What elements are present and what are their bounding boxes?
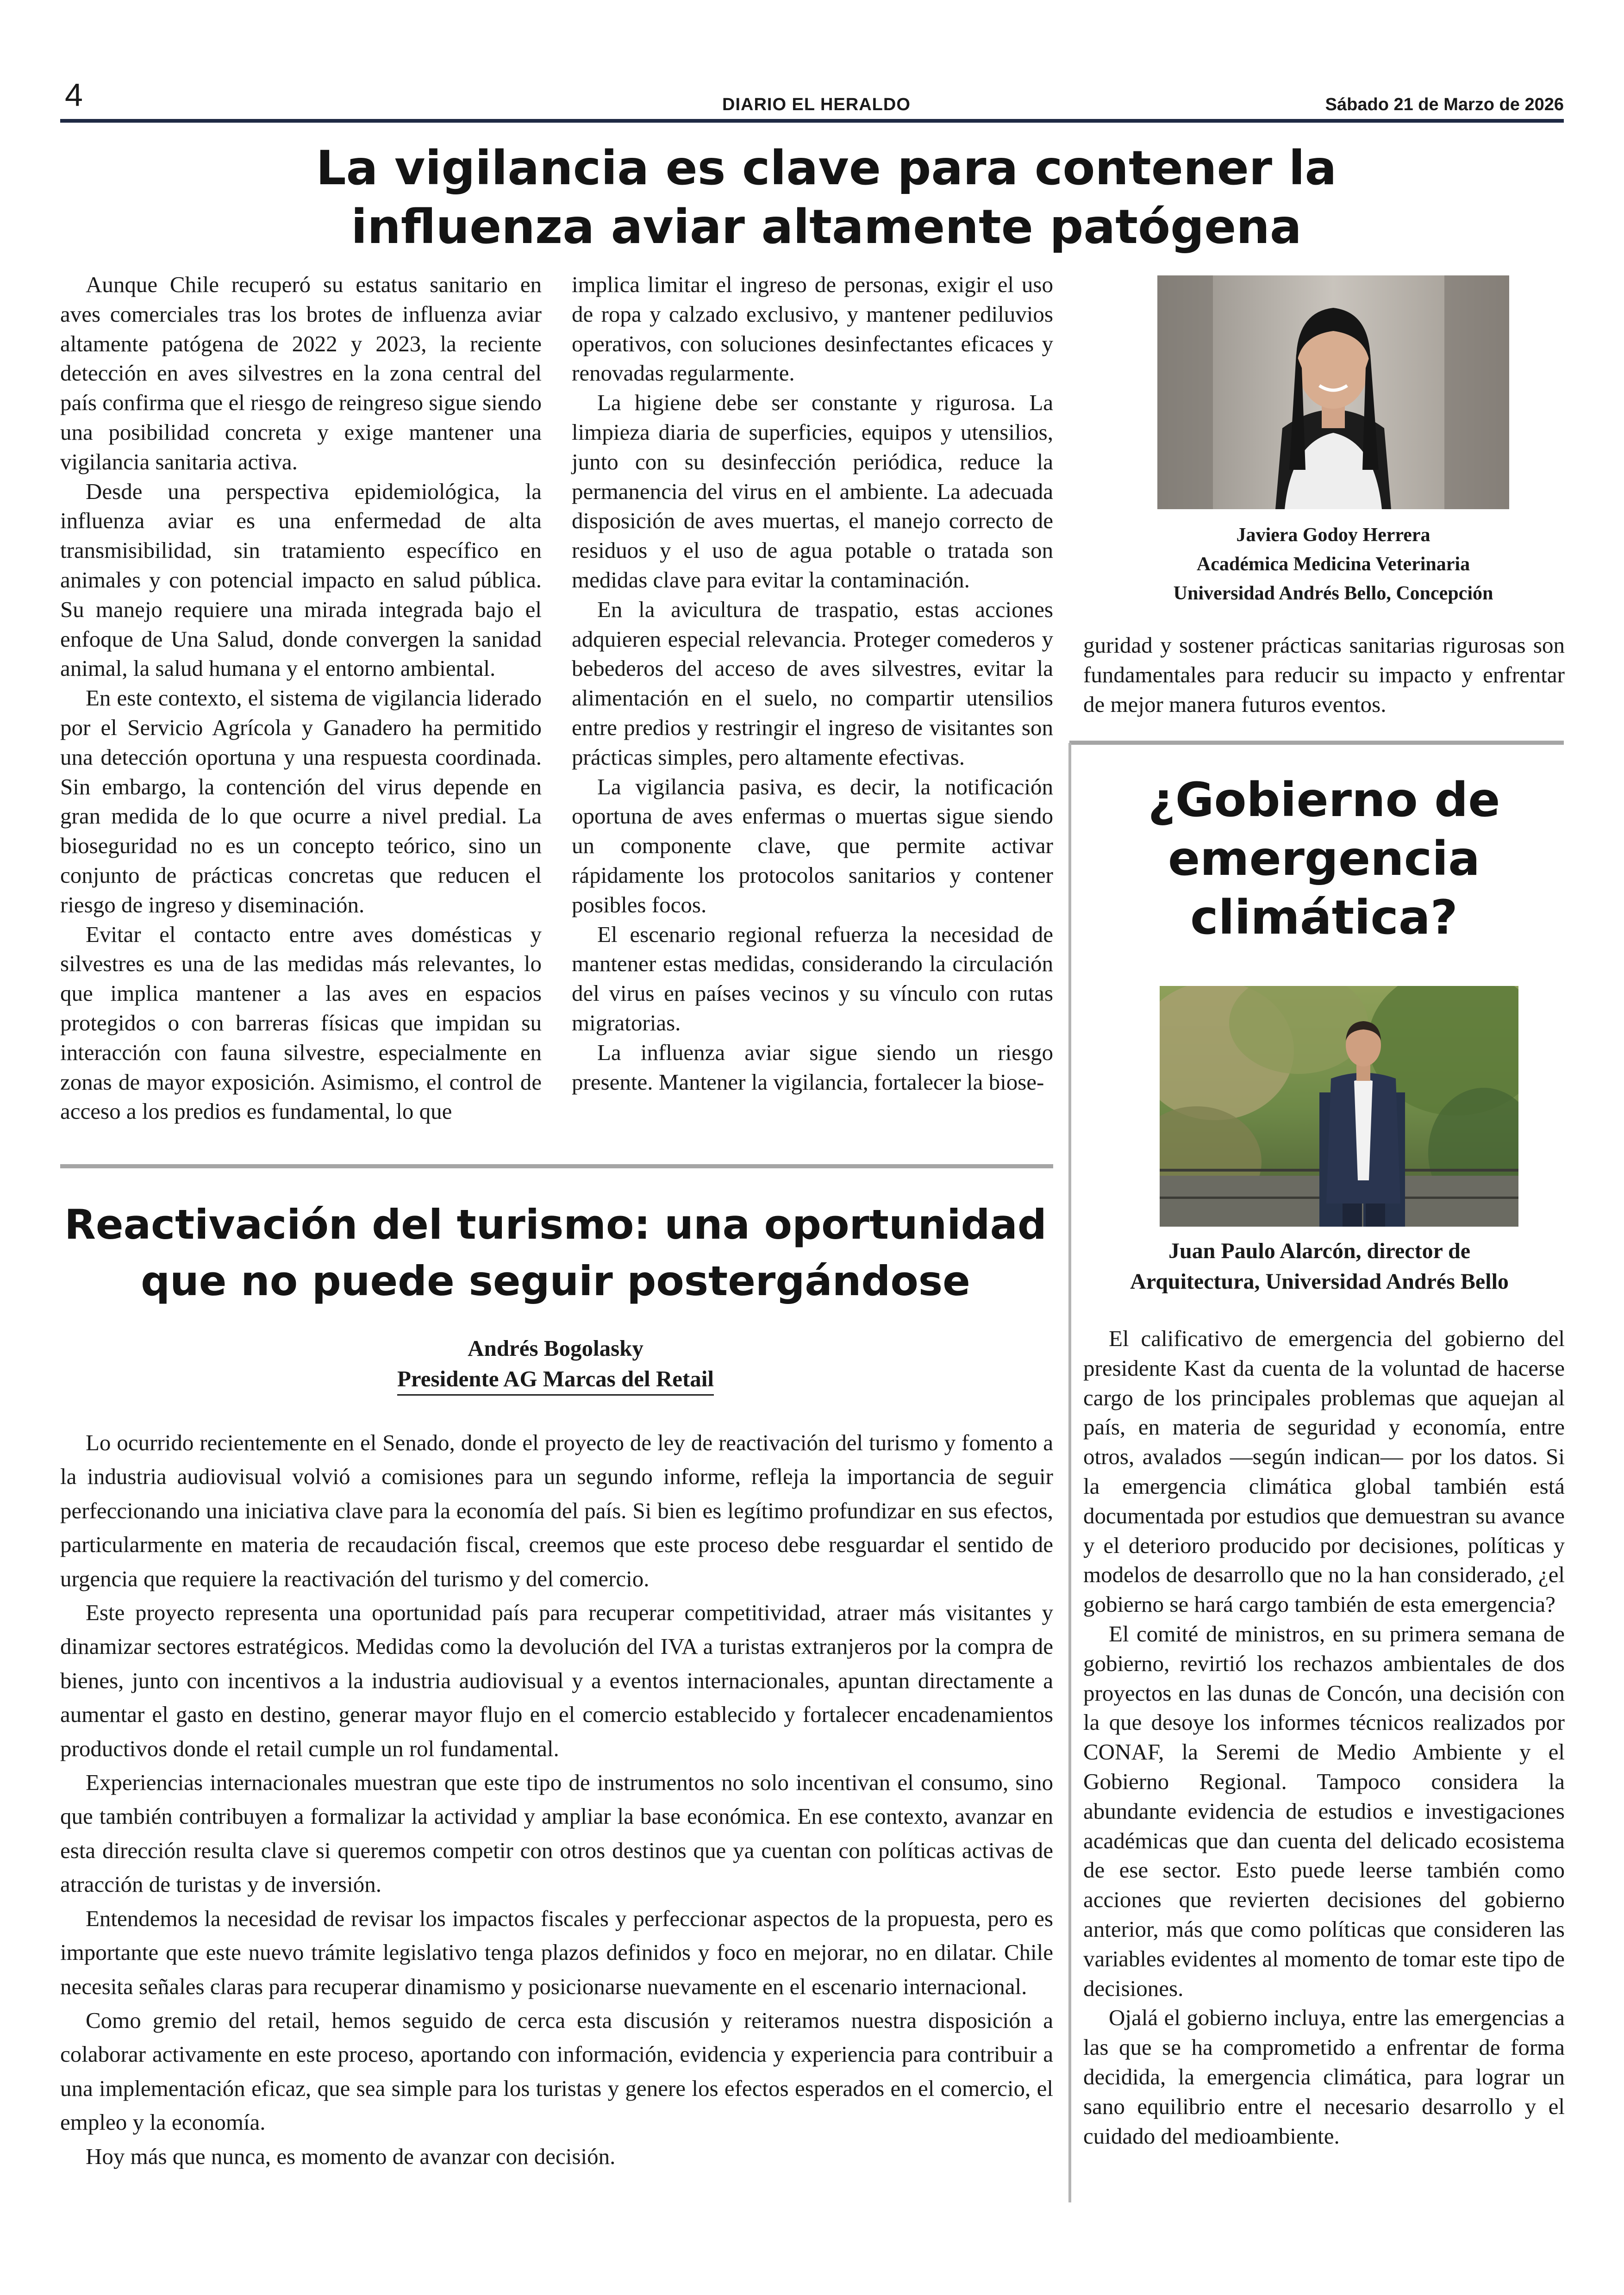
turismo-paragraph: Entendemos la necesidad de revisar los impactos fiscales y perfeccionar aspectos de la propuesta, pero es importante que este nuevo trámite legislativo tenga plazos definidos y foco en mejorar, no en dilatar. Chile necesita señales claras para recuperar dinamismo y posicionarse nuevamente en el escenario internacional. bbox=[60, 1905, 1053, 1999]
turismo-paragraph: Este proyecto representa una oportunidad país para recuperar competitividad, atraer más visitantes y dinamizar sectores estratégicos. Medidas como la devolución del IVA a turistas extranjeros por la compra de bienes, junto con incentivos a la industria audiovisual y a eventos internacionales, apuntan directamente a aumentar el gasto en destino, generar mayor flujo en el comercio establecido y fortalecer encadenamientos productivos donde el retail cumple un rol fundamental. bbox=[60, 1600, 1053, 1761]
author-line-2: Arquitectura, Universidad Andrés Bello bbox=[1130, 1269, 1509, 1294]
turismo-paragraph: Lo ocurrido recientemente en el Senado, donde el proyecto de ley de reactivación del turismo y fomento a la industria audiovisual volvió a comisiones para un segundo informe, refleja la importancia de seguir perfeccionando una iniciativa clave para la economía del país. Si bien es legítimo profundizar en sus efectos, particularmente en materia de recaudación fiscal, creemos que este proceso debe resguardar el sentido de urgencia que requiere la reactivación del turismo y del comercio. bbox=[60, 1430, 1053, 1591]
gobierno-paragraph: El comité de ministros, en su primera semana de gobierno, revirtió los rechazos ambientales de dos proyectos en las dunas de Concón, una decisión con la que desoye los informes técnicos realizados por CONAF, la Seremi de Medio Ambiente y el Gobierno Regional. Tampoco considera la abundante evidencia de estudios e investigaciones académicas que dan cuenta del delicado ecosistema de ese sector. Esto puede leerse también como acciones que revierten decisiones del gobierno anterior, más que como políticas que consideren las variables evidentes al momento de tomar este tipo de decisiones. bbox=[1083, 1621, 1565, 2001]
portrait-man-garden-image bbox=[1160, 986, 1518, 1227]
author-role: Académica Medicina Veterinaria bbox=[1196, 554, 1470, 575]
influenza-column-2 bbox=[572, 270, 1053, 1097]
issue-date: Sábado 21 de Marzo de 2026 bbox=[1325, 95, 1564, 114]
section-divider-bottom bbox=[60, 1164, 1053, 1168]
column-divider bbox=[1068, 743, 1071, 2202]
gobierno-author-caption bbox=[1074, 1236, 1565, 1297]
turismo-byline bbox=[60, 1333, 1051, 1396]
influenza-paragraph: Evitar el contacto entre aves domésticas y silvestres es una de las medidas más relevantes, lo que implica mantener a las aves en espacios protegidos o con barreras físicas que impidan su interacción con fauna silvestre, especialmente en zonas de mayor exposición. Asimismo, el control de acceso a los predios es fundamental, lo que bbox=[60, 921, 542, 1124]
influenza-paragraph: Desde una perspectiva epidemiológica, la influenza aviar es una enfermedad de alta transmisibilidad, sin tratamiento específico en animales y con potencial impacto en salud pública. Su manejo requiere una mirada integrada bajo el enfoque de Una Salud, donde convergen la sanidad animal, la salud humana y el entorno ambiental. bbox=[60, 478, 542, 681]
portrait-woman-image bbox=[1157, 275, 1509, 509]
gobierno-paragraph: El calificativo de emergencia del gobierno del presidente Kast da cuenta de la voluntad de hacerse cargo de los principales problemas que aquejan al país, en materia de seguridad y economía, entre otros, avalados —según indican— por los datos. Si la emergencia climática global también está documentada por estudios que demuestran su avance y el deterioro producido por decisiones, políticas y modelos de desarrollo que no la han considerado, ¿el gobierno se hará cargo también de esta emergencia? bbox=[1083, 1326, 1565, 1617]
gobierno-paragraph: Ojalá el gobierno incluya, entre las emergencias a las que se ha comprometido a enfrentar de forma decidida, la emergencia climática, para lograr un sano equilibrio entre el necesario desarrollo y el cuidado del medioambiente. bbox=[1083, 2005, 1565, 2149]
turismo-paragraph: Hoy más que nunca, es momento de avanzar con decisión. bbox=[86, 2143, 616, 2169]
turismo-headline: Reactivación del turismo: una oportunidad que no puede seguir postergándose bbox=[64, 1201, 1047, 1305]
author-photo-alarcon bbox=[1160, 986, 1518, 1227]
byline-author-name: Andrés Bogolasky bbox=[468, 1335, 643, 1361]
author-photo-godoy bbox=[1157, 275, 1509, 509]
influenza-paragraph-continued: implica limitar el ingreso de personas, exigir el uso de ropa y calzado exclusivo, y mantener pediluvios operativos, con soluciones desinfectantes eficaces y renovadas regularmente. bbox=[572, 272, 1053, 386]
section-divider-right bbox=[1069, 741, 1564, 745]
author-institution: Universidad Andrés Bello, Concepción bbox=[1173, 583, 1493, 604]
influenza-paragraph: La higiene debe ser constante y rigurosa. La limpieza diaria de superficies, equipos y utensilios, junto con su desinfección periódica, reduce la permanencia del virus en el ambiente. La adecuada disposición de aves muertas, el manejo correcto de residuos y el uso de agua potable o tratada son medidas clave para evitar la contaminación. bbox=[572, 390, 1053, 592]
influenza-paragraph: En este contexto, el sistema de vigilancia liderado por el Servicio Agrícola y Ganadero ha permitido una detección oportuna y una respuesta coordinada. Sin embargo, la contención del virus depende en gran medida de lo que ocurre a nivel predial. La bioseguridad no es un concepto teórico, sino un conjunto de prácticas concretas que reducen el riesgo de ingreso y diseminación. bbox=[60, 685, 542, 917]
gobierno-body bbox=[1083, 1324, 1565, 2151]
page-number: 4 bbox=[65, 77, 83, 113]
author-name: Javiera Godoy Herrera bbox=[1236, 524, 1430, 546]
author-caption-godoy bbox=[1111, 521, 1555, 608]
influenza-headline: La vigilancia es clave para contener la influenza aviar altamente patógena bbox=[316, 141, 1337, 255]
influenza-column-3 bbox=[1083, 630, 1565, 719]
influenza-column-1 bbox=[60, 270, 542, 1126]
influenza-paragraph-continued: guridad y sostener prácticas sanitarias rigurosas son fundamentales para reducir su impacto y enfrentar de mejor manera futuros eventos. bbox=[1083, 632, 1565, 717]
byline-author-role: Presidente AG Marcas del Retail bbox=[397, 1364, 714, 1396]
header-rule bbox=[60, 119, 1564, 123]
turismo-body bbox=[60, 1426, 1053, 2173]
author-line-1: Juan Paulo Alarcón, director de bbox=[1168, 1239, 1471, 1263]
gobierno-headline: ¿Gobierno de emergencia climática? bbox=[1148, 773, 1500, 945]
influenza-paragraph: Aunque Chile recuperó su estatus sanitario en aves comerciales tras los brotes de influenza aviar altamente patógena de 2022 y 2023, la reciente detección en aves silvestres en la zona central del país confirma que el riesgo de reingreso sigue siendo una posibilidad concreta y exige mantener una vigilancia sanitaria activa. bbox=[60, 272, 542, 474]
turismo-paragraph: Experiencias internacionales muestran que este tipo de instrumentos no solo incentivan el consumo, sino que también contribuyen a formalizar la actividad y ampliar la base económica. En ese contexto, avanzar en esta dirección resulta clave si queremos competir con otros destinos que ya cuentan con políticas activas de atracción de turistas y de inversión. bbox=[60, 1770, 1053, 1897]
influenza-paragraph: En la avicultura de traspatio, estas acciones adquieren especial relevancia. Proteger comederos y bebederos del acceso de aves silvestres, evitar la alimentación en el suelo, no compartir utensilios entre predios y restringir el ingreso de visitantes son prácticas simples, pero altamente efectivas. bbox=[572, 596, 1053, 770]
influenza-paragraph: El escenario regional refuerza la necesidad de mantener estas medidas, considerando la circulación del virus en países vecinos y su vínculo con rutas migratorias. bbox=[572, 921, 1053, 1035]
turismo-paragraph: Como gremio del retail, hemos seguido de cerca esta discusión y reiteramos nuestra disposición a colaborar activamente en este proceso, aportando con información, evidencia y experiencia para contribuir a una implementación eficaz, que sea simple para los turistas y genere los efectos esperados en el comercio, el empleo y la economía. bbox=[60, 2007, 1053, 2135]
influenza-paragraph: La vigilancia pasiva, es decir, la notificación oportuna de aves enfermas o muertas sigue siendo un componente clave, que permite activar rápidamente los protocolos sanitarios y contener posibles focos. bbox=[572, 773, 1053, 917]
influenza-paragraph: La influenza aviar sigue siendo un riesgo presente. Mantener la vigilancia, fortalecer la biose- bbox=[572, 1039, 1053, 1095]
newspaper-name: DIARIO EL HERALDO bbox=[722, 95, 911, 114]
